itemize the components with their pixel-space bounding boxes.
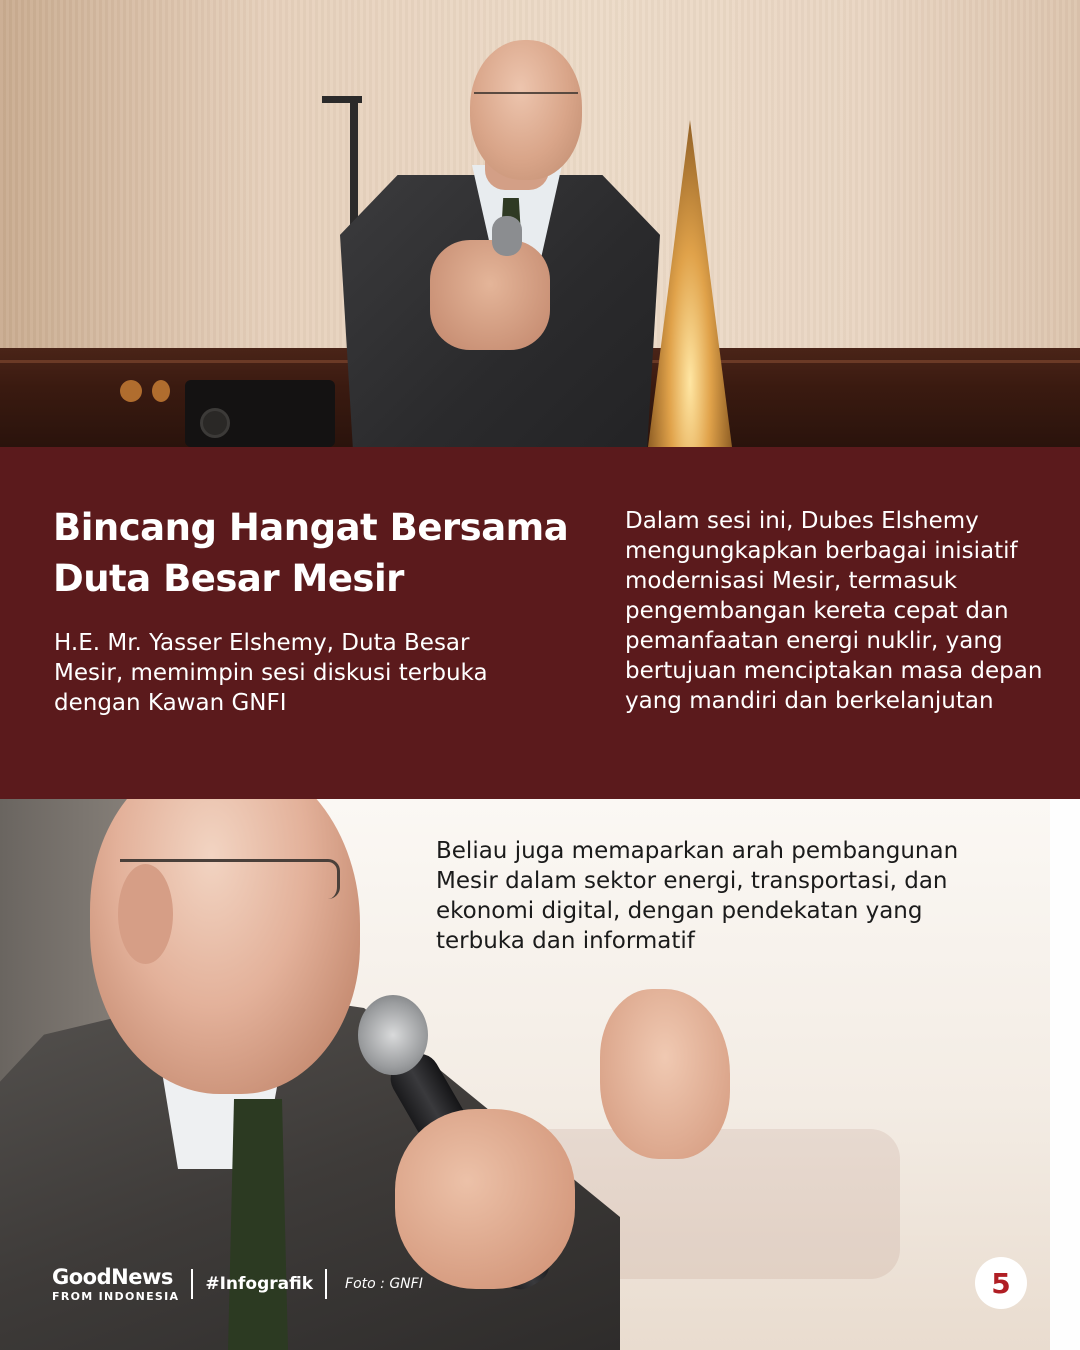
screen-edge — [1050, 799, 1080, 1350]
footer-divider — [191, 1269, 193, 1299]
goodnews-logo — [52, 1264, 180, 1303]
tie — [228, 1099, 288, 1350]
hashtag: #Infografik — [205, 1274, 314, 1294]
glasses — [120, 859, 340, 899]
logo-main-text: GoodNews — [52, 1264, 173, 1289]
subtitle: H.E. Mr. Yasser Elshemy, Duta Besar Mesir, memimpin sesi diskusi terbuka dengan Kawan GNFI — [54, 630, 488, 716]
wall-knob — [152, 380, 170, 402]
top-photo — [0, 0, 1080, 447]
hands — [430, 240, 550, 350]
microphone — [492, 216, 522, 256]
photo-credit: Foto : GNFI — [345, 1276, 423, 1292]
microphone-head — [358, 995, 428, 1075]
speaker-figure — [340, 40, 660, 447]
gesturing-hand — [600, 989, 730, 1159]
footer — [52, 1262, 423, 1306]
speaker-cone — [200, 408, 230, 438]
logo-sub-text: FROM INDONESIA — [52, 1289, 180, 1303]
title-line-1: Bincang Hangat Bersama — [53, 506, 569, 549]
wall-knob — [120, 380, 142, 402]
bottom-text: Beliau juga memaparkan arah pembangunan Mesir dalam sektor energi, transportasi, dan ekonomi digital, dengan pendekatan yang terbuka dan informatif — [436, 838, 959, 954]
page-title — [53, 502, 593, 604]
right-column-text: Dalam sesi ini, Dubes Elshemy mengungkapkan berbagai inisiatif modernisasi Mesir, termasuk pengembangan kereta cepat dan pemanfaatan energi nuklir, yang bertujuan menciptakan masa depan yang mandiri dan berkelanjutan — [625, 508, 1043, 714]
glasses — [474, 92, 578, 114]
footer-divider — [325, 1269, 327, 1299]
page-number-badge: 5 — [975, 1257, 1027, 1309]
title-line-2: Duta Besar Mesir — [53, 557, 404, 600]
